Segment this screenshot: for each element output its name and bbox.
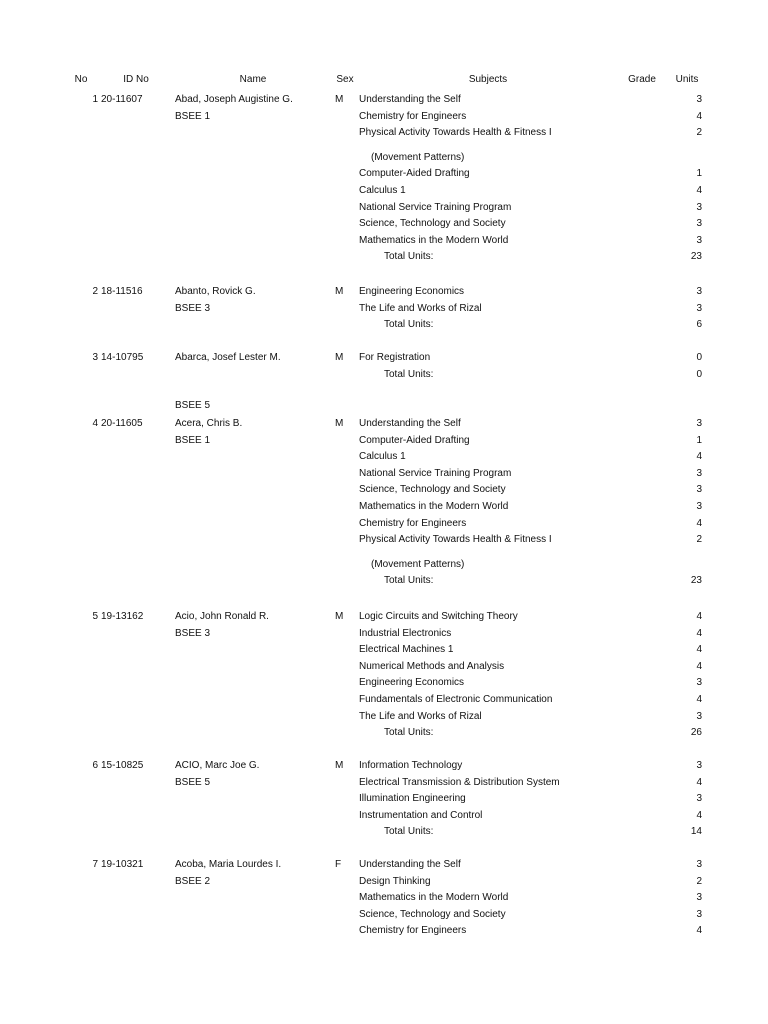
subject-units: 4 (696, 185, 702, 196)
student-id: 20-11607 (101, 94, 143, 105)
student-sex: M (335, 760, 344, 771)
total-units-label: Total Units: (384, 251, 434, 263)
student-id: 15-10825 (101, 760, 144, 771)
subject-units: 4 (696, 110, 702, 122)
student-number: 3 (92, 352, 98, 363)
subject-units: 3 (696, 201, 702, 213)
student-name: Acera, Chris B. (175, 418, 243, 429)
subject-name: Physical Activity Towards Health & Fitness I (359, 127, 552, 139)
subject-name: Chemistry for Engineers (359, 110, 467, 122)
subject-note: (Movement Patterns) (371, 151, 465, 163)
subject-units: 3 (696, 677, 702, 689)
subject-units: 1 (696, 434, 702, 446)
student-number: 5 (92, 611, 98, 622)
subject-units: 3 (696, 286, 702, 297)
total-units-label: Total Units: (384, 368, 434, 380)
student-program: BSEE 3 (175, 627, 211, 639)
subject-units: 3 (696, 793, 702, 805)
subject-name: Mathematics in the Modern World (359, 892, 509, 904)
student-program: BSEE 1 (175, 110, 211, 122)
student-name: Abarca, Josef Lester M. (175, 352, 281, 363)
subject-name: Mathematics in the Modern World (359, 501, 509, 512)
subject-units: 3 (696, 94, 702, 105)
subject-name: Computer-Aided Drafting (359, 168, 470, 180)
subject-name: Illumination Engineering (359, 793, 466, 805)
student-id: 19-10321 (101, 859, 144, 870)
student-name: Acio, John Ronald R. (175, 611, 269, 622)
subject-units: 3 (696, 710, 702, 722)
subject-units: 3 (696, 218, 702, 230)
total-units-label: Total Units: (384, 575, 434, 587)
student-number: 6 (92, 760, 98, 771)
header-units: Units (675, 74, 699, 85)
subject-name: Science, Technology and Society (359, 484, 506, 496)
subject-name: Understanding the Self (359, 94, 461, 105)
subject-name: Electrical Machines 1 (359, 644, 454, 656)
header-grade: Grade (628, 74, 656, 85)
subject-units: 4 (696, 627, 702, 639)
subject-units: 2 (696, 127, 702, 139)
subject-units: 4 (696, 694, 702, 705)
subject-units: 4 (696, 451, 702, 463)
subject-note: (Movement Patterns) (371, 558, 465, 570)
student-program: BSEE 5 (175, 776, 211, 788)
subject-name: Information Technology (359, 760, 463, 771)
student-number: 7 (92, 859, 98, 870)
subject-name: Science, Technology and Society (359, 218, 506, 230)
student-id: 14-10795 (101, 352, 144, 363)
student-sex: M (335, 94, 344, 105)
subject-units: 3 (696, 892, 702, 904)
subject-name: Mathematics in the Modern World (359, 234, 509, 246)
student-program: BSEE 1 (175, 434, 211, 446)
header-id-no: ID No (123, 74, 149, 85)
subject-name: Numerical Methods and Analysis (359, 660, 505, 672)
subject-units: 3 (696, 908, 702, 920)
student-name: Abad, Joseph Augistine G. (175, 94, 293, 105)
student-program: BSEE 3 (175, 302, 211, 314)
subject-name: Understanding the Self (359, 418, 461, 429)
subject-units: 4 (696, 660, 702, 672)
student-number: 4 (92, 418, 98, 429)
student-program: BSEE 2 (175, 875, 211, 887)
subject-name: The Life and Works of Rizal (359, 302, 482, 314)
total-units-value: 26 (690, 727, 702, 739)
subject-name: Design Thinking (359, 875, 431, 887)
subject-name: Fundamentals of Electronic Communication (359, 694, 553, 705)
subject-units: 3 (696, 859, 702, 870)
student-sex: M (335, 611, 344, 622)
subject-units: 4 (696, 517, 702, 529)
subject-units: 0 (696, 352, 702, 363)
subject-units: 1 (696, 168, 702, 180)
subject-name: Science, Technology and Society (359, 908, 506, 920)
student-sex: M (335, 286, 344, 297)
subject-units: 3 (696, 418, 702, 429)
subject-name: The Life and Works of Rizal (359, 710, 482, 722)
subject-units: 3 (696, 302, 702, 314)
subject-units: 3 (696, 234, 702, 246)
subject-units: 2 (696, 875, 702, 887)
total-units-value: 14 (690, 826, 702, 838)
subject-name: Computer-Aided Drafting (359, 434, 470, 446)
subject-name: Engineering Economics (359, 677, 465, 689)
student-number: 2 (92, 286, 98, 297)
student-sex: F (335, 859, 342, 870)
student-name: Acoba, Maria Lourdes I. (175, 859, 282, 870)
student-sex: M (335, 418, 344, 429)
total-units-label: Total Units: (384, 826, 434, 838)
header-name: Name (239, 74, 267, 85)
student-number: 1 (92, 94, 98, 105)
student-program: BSEE 5 (175, 400, 211, 412)
subject-name: National Service Training Program (359, 467, 512, 479)
subject-name: Chemistry for Engineers (359, 517, 467, 529)
subject-name: Chemistry for Engineers (359, 925, 467, 937)
student-id: 18-11516 (101, 286, 143, 297)
total-units-label: Total Units: (384, 727, 434, 739)
subject-units: 3 (696, 467, 702, 479)
subject-name: Physical Activity Towards Health & Fitness I (359, 534, 552, 546)
total-units-value: 23 (690, 575, 702, 587)
student-sex: M (335, 352, 344, 363)
subject-name: Calculus 1 (359, 451, 406, 463)
subject-name: Industrial Electronics (359, 627, 452, 639)
student-name: ACIO, Marc Joe G. (175, 760, 260, 771)
subject-name: Calculus 1 (359, 185, 406, 196)
student-name: Abanto, Rovick G. (175, 286, 256, 297)
subject-name: Engineering Economics (359, 286, 465, 297)
header-sex: Sex (336, 74, 354, 85)
subject-name: Logic Circuits and Switching Theory (359, 611, 518, 622)
header-subjects: Subjects (468, 74, 508, 85)
subject-units: 3 (696, 501, 702, 512)
student-id: 20-11605 (101, 418, 143, 429)
total-units-label: Total Units: (384, 319, 434, 331)
subject-name: Understanding the Self (359, 859, 461, 870)
subject-units: 4 (696, 776, 702, 788)
subject-units: 3 (696, 484, 702, 496)
subject-name: National Service Training Program (359, 201, 512, 213)
subject-units: 2 (696, 534, 702, 546)
total-units-value: 6 (696, 319, 702, 331)
subject-units: 4 (696, 644, 702, 656)
header-no: No (74, 74, 88, 85)
student-id: 19-13162 (101, 611, 144, 622)
total-units-value: 0 (696, 368, 702, 380)
subject-units: 4 (696, 611, 702, 622)
subject-units: 3 (696, 760, 702, 771)
subject-name: Electrical Transmission & Distribution System (359, 776, 560, 788)
subject-name: For Registration (359, 352, 431, 363)
subject-units: 4 (696, 809, 702, 821)
subject-units: 4 (696, 925, 702, 937)
total-units-value: 23 (690, 251, 702, 263)
subject-name: Instrumentation and Control (359, 809, 483, 821)
